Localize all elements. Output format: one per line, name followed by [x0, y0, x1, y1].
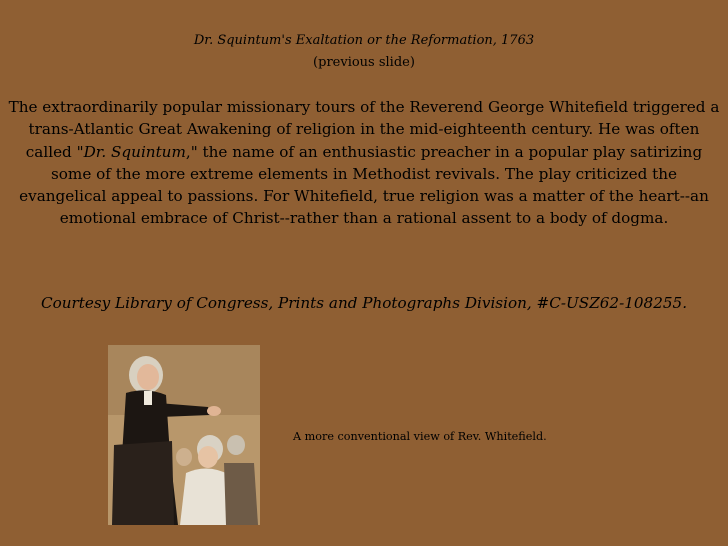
body-text-part-2: ," the name of an enthusiastic preacher in a popular play satirizing some of the more extreme elements in Methodist revivals. The play criticized the evangelical appeal to passions. For Whitefield, true religion was a matter of the heart--an emotional embrace of Christ--rather than a rational assent to a body of dogma.	[19, 142, 709, 228]
image-credit: Courtesy Library of Congress, Prints and Photographs Division, #C-USZ62-108255.	[40, 294, 688, 312]
whitefield-portrait-image	[108, 345, 260, 525]
body-text-part-1: The extraordinarily popular missionary tours of the Reverend George Whitefield triggered a trans-Atlantic Great Awakening of religion in the mid-eighteenth century. He was often called "	[8, 98, 720, 161]
body-paragraph	[8, 96, 720, 230]
image-caption: A more conventional view of Rev. Whitefield.	[293, 430, 547, 443]
title-line-2: (previous slide)	[313, 55, 415, 70]
title-line-1: Dr. Squintum's Exaltation or the Reformation, 1763	[193, 33, 535, 48]
body-text-italic-name: Dr. Squintum	[83, 142, 186, 161]
slide-title	[0, 30, 728, 74]
